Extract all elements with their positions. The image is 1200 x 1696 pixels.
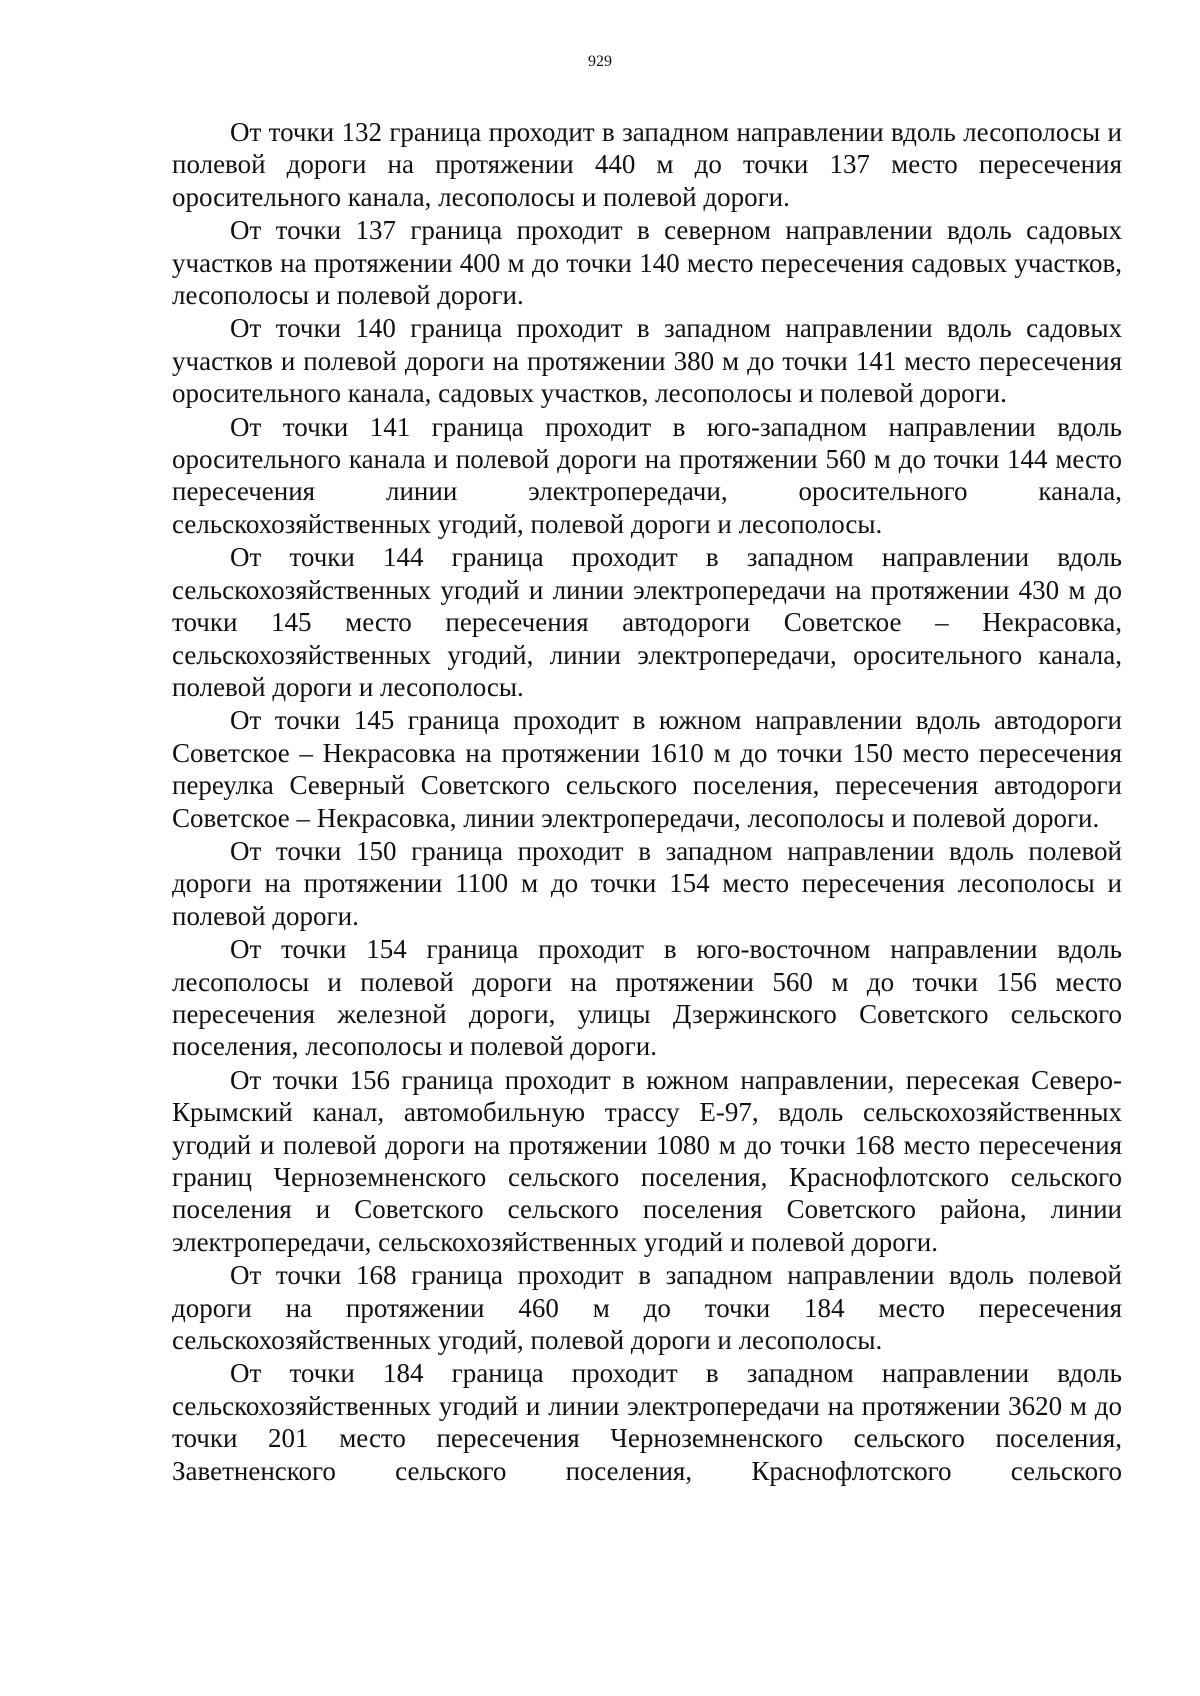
paragraph-point-168: От точки 168 граница проходит в западном направлении вдоль полевой дороги на протяжении 460 м до точки 184 место пересечения сельскохозяйственных угодий, полевой дороги и лесополосы.	[172, 1260, 1122, 1356]
paragraph-point-154: От точки 154 граница проходит в юго-восточном направлении вдоль лесополосы и полевой дороги на протяжении 560 м до точки 156 место пересечения железной дороги, улицы Дзержинского Советского сельского поселения, лесополосы и полевой дороги.	[172, 934, 1122, 1062]
paragraph-point-141: От точки 141 граница проходит в юго-западном направлении вдоль оросительного канала и полевой дороги на протяжении 560 м до точки 144 место пересечения линии электропередачи, оросительного канала, сельскохозяйственных угодий, полевой дороги и лесополосы.	[172, 411, 1122, 539]
paragraph-point-144: От точки 144 граница проходит в западном направлении вдоль сельскохозяйственных угодий и линии электропередачи на протяжении 430 м до точки 145 место пересечения автодороги Советское – Некрасовка, сельскохозяйственных угодий, линии электропередачи, оросительного канала, полевой дороги и лесополосы.	[172, 542, 1122, 702]
paragraph-point-132: От точки 132 граница проходит в западном направлении вдоль лесополосы и полевой дороги на протяжении 440 м до точки 137 место пересечения оросительного канала, лесополосы и полевой дороги.	[172, 117, 1122, 212]
paragraph-point-140: От точки 140 граница проходит в западном направлении вдоль садовых участков и полевой дороги на протяжении 380 м до точки 141 место пересечения оросительного канала, садовых участков, лесополосы и полевой дороги.	[172, 313, 1122, 409]
paragraph-point-150: От точки 150 граница проходит в западном направлении вдоль полевой дороги на протяжении 1100 м до точки 154 место пересечения лесополосы и полевой дороги.	[172, 835, 1122, 931]
paragraph-point-137: От точки 137 граница проходит в северном направлении вдоль садовых участков на протяжении 400 м до точки 140 место пересечения садовых участков, лесополосы и полевой дороги.	[172, 215, 1122, 311]
page-number: 929	[588, 53, 612, 70]
paragraph-point-184: От точки 184 граница проходит в западном направлении вдоль сельскохозяйственных угодий и линии электропередачи на протяжении 3620 м до точки 201 место пересечения Черноземненского сельского поселения, Заветненского сельского поселения, Краснофлотского сельского	[172, 1358, 1122, 1486]
document-body	[172, 116, 1122, 1488]
paragraph-point-145: От точки 145 граница проходит в южном направлении вдоль автодороги Советское – Некрасовка на протяжении 1610 м до точки 150 место пересечения переулка Северный Советского сельского поселения, пересечения автодороги Советское – Некрасовка, линии электропередачи, лесополосы и полевой дороги.	[172, 705, 1122, 833]
paragraph-point-156: От точки 156 граница проходит в южном направлении, пересекая Северо-Крымский канал, автомобильную трассу Е-97, вдоль сельскохозяйственных угодий и полевой дороги на протяжении 1080 м до точки 168 место пересечения границ Черноземненского сельского поселения, Краснофлотского сельского поселения и Советского сельского поселения Советского района, линии электропередачи, сельскохозяйственных угодий и полевой дороги.	[172, 1064, 1122, 1257]
